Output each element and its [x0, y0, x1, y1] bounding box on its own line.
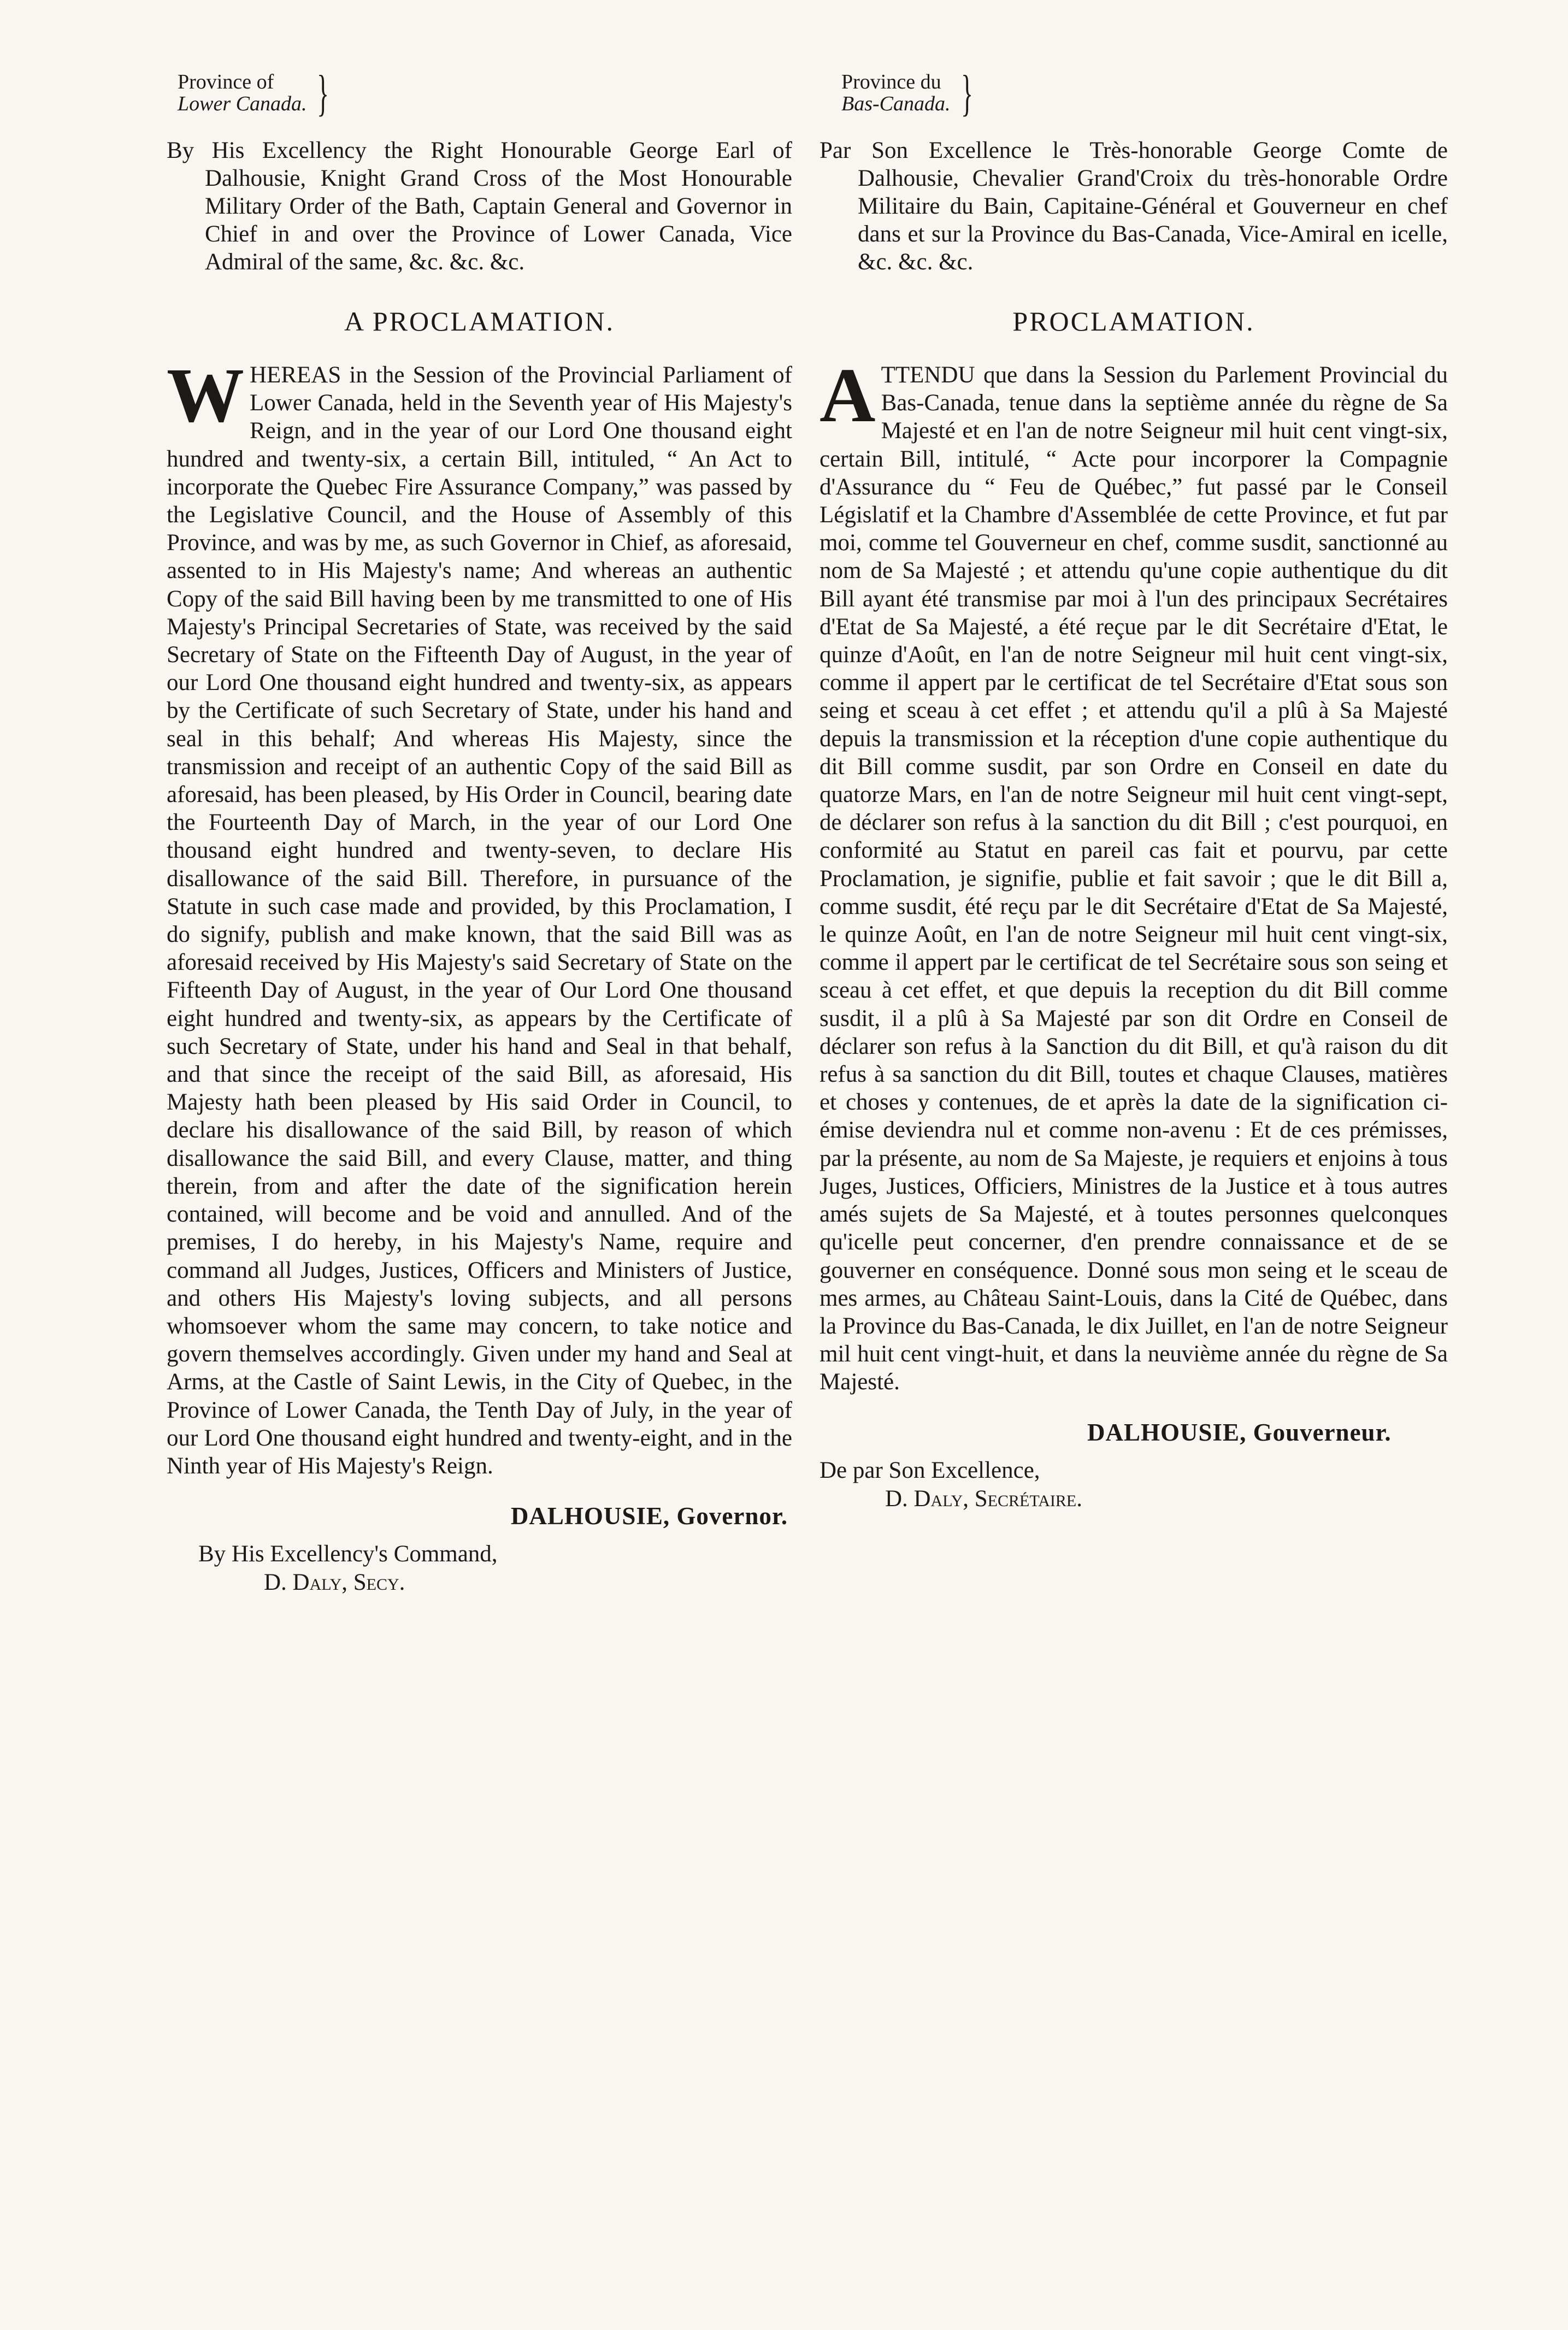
province-label	[178, 65, 792, 121]
english-column	[167, 65, 792, 1597]
proclamation-heading: PROCLAMATION.	[1012, 306, 1255, 337]
body-text: HEREAS in the Session of the Provincial Parliament of Lower Canada, held in the Seventh year of His Majesty's Reign, and in the year of our Lord One thousand eight hundred and twenty-six, a certain Bill, intituled, “ An Act to incorporate the Quebec Fire Assurance Company,” was passed by the Legislative Council, and the House of Assembly of this Province, and was by me, as such Governor in Chief, as aforesaid, assented to in His Majesty's name; And whereas an authentic Copy of the said Bill having been by me transmitted to one of His Majesty's Principal Secretaries of State, was received by the said Secretary of State on the Fifteenth Day of August, in the year of our Lord One thousand eight hundred and twenty-six, as appears by the Certificate of such Secretary of State, under his hand and seal in this behalf; And whereas His Majesty, since the transmission and receipt of an authentic Copy of the said Bill as aforesaid, has been pleased, by His Order in Council, bearing date the Fourteenth Day of March, in the year of our Lord One thousand eight hundred and twenty-seven, to declare His disallowance of the said Bill. Therefore, in pursuance of the Statute in such case made and provided, by this Proclamation, I do signify, publish and make known, that the said Bill was as aforesaid received by His Majesty's said Secretary of State on the Fifteenth Day of August, in the year of Our Lord One thousand eight hundred and twenty-six, as appears by the Certificate of such Secretary of State, under his hand and Seal in that behalf, and that since the receipt of the said Bill, as aforesaid, His Majesty hath been pleased by His said Order in Council, to declare his disallowance of the said Bill, by reason of which disallowance the said Bill, and every Clause, matter, and thing therein, from and after the date of the signification herein contained, will become and be void and annulled. And of the premises, I do hereby, in his Majesty's Name, require and command all Judges, Justices, Officers and Ministers of Justice, and others His Majesty's loving subjects, and all persons whomsoever whom the same may concern, to take notice and govern themselves accordingly. Given under my hand and Seal at Arms, at the Castle of Saint Lewis, in the City of Quebec, in the Province of Lower Canada, the Tenth Day of July, in the year of our Lord One thousand eight hundred and twenty-eight, and in the Ninth year of His Majesty's Reign.	[167, 362, 792, 1479]
secretary-name: D. Daly, Secrétaire.	[885, 1485, 1083, 1512]
brace-glyph: }	[960, 65, 973, 121]
body-text: TTENDU que dans la Session du Parlement Provincial du Bas-Canada, tenue dans la septième année du règne de Sa Majesté et en l'an de notre Seigneur mil huit cent vingt-six, certain Bill, intitulé, “ Acte pour incorporer la Compagnie d'Assurance du “ Feu de Québec,” fut passé par le Conseil Législatif et la Chambre d'Assemblée de cette Province, et fut par moi, comme tel Gouverneur en chef, comme susdit, sanctionné au nom de Sa Majesté ; et attendu qu'une copie authentique du dit Bill ayant été transmise par moi à l'un des principaux Secrétaires d'Etat de Sa Majesté, a été reçue par le dit Secrétaire d'Etat, le quinze d'Août, en l'an de notre Seigneur mil huit cent vingt-six, comme il appert par le certificat de tel Secrétaire d'Etat sous son seing et sceau à cet effet ; et attendu qu'il a plû à Sa Majesté depuis la transmission et la réception d'une copie authentique du dit Bill comme susdit, par son Ordre en Conseil en date du quatorze Mars, en l'an de notre Seigneur mil huit cent vingt-sept, de déclarer son refus à la sanction du dit Bill ; c'est pourquoi, en conformité au Statut en pareil cas fait et pourvu, par cette Proclamation, je signifie, publie et fait savoir ; que le dit Bill a, comme susdit, été reçu par le dit Secrétaire d'Etat de Sa Majesté, le quinze Août, en l'an de notre Seigneur mil huit cent vingt-six, comme il appert par le certificat de tel Secrétaire sous son seing et sceau à cet effet, et que depuis la reception du dit Bill comme susdit, il a plû à Sa Majesté par son dit Ordre en Conseil de déclarer son refus à la Sanction du dit Bill, et qu'à raison du dit refus à sa sanction du dit Bill, toutes et chaque Clauses, matières et choses y contenues, de et après la date de la signification ci-émise deviendra nul et comme non-avenu : Et de ces prémisses, par la présente, au nom de Sa Majeste, je requiers et enjoins à tous Juges, Justices, Officiers, Ministres de la Justice et à tous autres amés sujets de Sa Majesté, et à toutes personnes quelconques qu'icelle peut concerner, d'en prendre connaissance et de se gouverner en conséquence. Donné sous mon seing et le sceau de mes armes, au Château Saint-Louis, dans la Cité de Québec, dans la Province du Bas-Canada, le dix Juillet, en l'an de notre Seigneur mil huit cent vingt-huit, et dans la neuvième année du règne de Sa Majesté.	[820, 362, 1448, 1395]
proclamation-body	[820, 352, 1448, 1396]
drop-cap: W	[167, 352, 244, 438]
province-line-1: Province of	[178, 70, 274, 93]
brace-glyph: }	[317, 65, 329, 121]
command-line	[167, 1540, 792, 1597]
proclamation-heading: A PROCLAMATION.	[344, 306, 615, 337]
command-text: By His Excellency's Command,	[198, 1541, 498, 1567]
preamble: Par Son Excellence le Très-honorable George Comte de Dalhousie, Chevalier Grand'Croix du très-honorable Ordre Militaire du Bain, Capitaine-Général et Gouverneur en chef dans et sur la Province du Bas-Canada, Vice-Amiral en icelle, &c. &c. &c.	[820, 138, 1448, 275]
province-line-1: Province du	[841, 70, 941, 93]
secretary-name: D. Daly, Secy.	[264, 1570, 405, 1596]
command-text: De par Son Excellence,	[820, 1457, 1040, 1483]
preamble: By His Excellency the Right Honourable George Earl of Dalhousie, Knight Grand Cross of the Most Honourable Military Order of the Bath, Captain General and Governor in Chief in and over the Province of Lower Canada, Vice Admiral of the same, &c. &c. &c.	[167, 138, 792, 275]
province-label	[841, 65, 1448, 121]
proclamation-body	[167, 352, 792, 1480]
french-column	[820, 65, 1448, 1513]
signature: DALHOUSIE, Governor.	[510, 1502, 788, 1530]
signature: DALHOUSIE, Gouverneur.	[1087, 1418, 1392, 1446]
province-line-2: Bas-Canada.	[841, 92, 951, 115]
drop-cap: A	[820, 352, 876, 438]
command-line	[820, 1456, 1448, 1513]
province-line-2: Lower Canada.	[178, 92, 307, 115]
